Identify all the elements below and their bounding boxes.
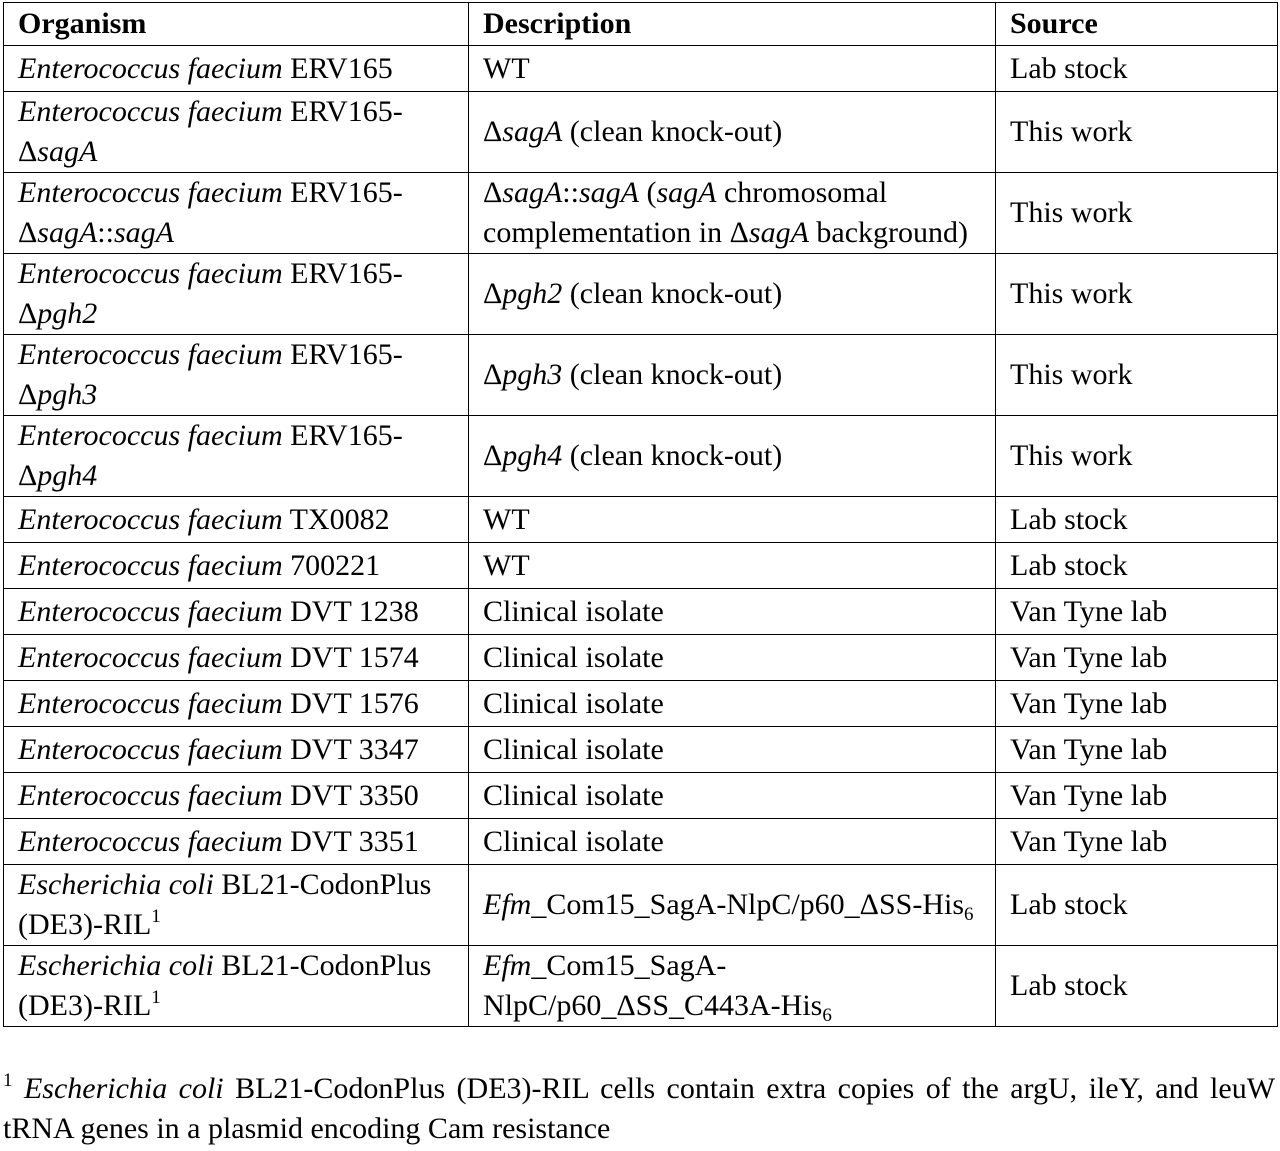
table-row [4, 681, 1278, 727]
description-cell: Clinical isolate [469, 819, 996, 865]
description-cell: WT [469, 46, 996, 92]
organism-cell: Enterococcus faecium DVT 1574 [4, 635, 469, 681]
table-footnote [3, 1069, 1275, 1149]
organism-mutation: Δpgh3 [18, 378, 98, 411]
description-cell: Clinical isolate [469, 773, 996, 819]
organism-mutation: Δpgh4 [18, 459, 98, 492]
organism-cell: Enterococcus faecium DVT 1238 [4, 589, 469, 635]
table-body [4, 46, 1278, 1027]
table-row [4, 497, 1278, 543]
organism-cell: Enterococcus faecium DVT 3347 [4, 727, 469, 773]
table-row [4, 773, 1278, 819]
description-cell: Efm_Com15_SagA-NlpC/p60_ΔSS_C443A-His$_6$ [469, 946, 996, 1027]
strain-table [3, 2, 1278, 1027]
table-row [4, 416, 1278, 497]
organism-cell: Enterococcus faecium TX0082 [4, 497, 469, 543]
table-row [4, 635, 1278, 681]
organism-cell: Enterococcus faecium DVT 3351 [4, 819, 469, 865]
description-cell: Clinical isolate [469, 681, 996, 727]
source-cell: This work [996, 173, 1278, 254]
description-cell: Δpgh3 (clean knock-out) [469, 335, 996, 416]
table-row [4, 335, 1278, 416]
table-row [4, 727, 1278, 773]
source-cell: Van Tyne lab [996, 819, 1278, 865]
organism-cell: Enterococcus faecium ERV165-Δpgh3 [4, 335, 469, 416]
organism-mutation: Δpgh2 [18, 297, 98, 330]
footnote-organism: Escherichia coli [23, 1072, 224, 1105]
source-cell: Lab stock [996, 497, 1278, 543]
description-cell: Clinical isolate [469, 589, 996, 635]
table-row [4, 543, 1278, 589]
description-cell: Efm_Com15_SagA-NlpC/p60_ΔSS-His$_6$ [469, 865, 996, 946]
table-row [4, 92, 1278, 173]
source-cell: This work [996, 416, 1278, 497]
organism-mutation: ΔsagA [18, 135, 98, 168]
table-row [4, 589, 1278, 635]
table-row [4, 819, 1278, 865]
source-cell: Lab stock [996, 46, 1278, 92]
organism-cell: Escherichia coli BL21-CodonPlus (DE3)-RIL$^1$ [4, 946, 469, 1027]
source-cell: Van Tyne lab [996, 589, 1278, 635]
organism-cell: Enterococcus faecium DVT 3350 [4, 773, 469, 819]
header-organism: Organism [4, 3, 469, 46]
source-cell: Van Tyne lab [996, 635, 1278, 681]
header-description: Description [469, 3, 996, 46]
footnote-text: BL21-CodonPlus (DE3)-RIL cells contain extra copies of the argU, ileY, and leuW tRNA genes in a plasmid encoding Cam resistance [3, 1072, 1276, 1145]
organism-cell: Enterococcus faecium ERV165 [4, 46, 469, 92]
organism-cell: Enterococcus faecium ERV165-Δpgh2 [4, 254, 469, 335]
description-cell: WT [469, 543, 996, 589]
organism-cell: Enterococcus faecium ERV165-ΔsagA [4, 92, 469, 173]
table-row [4, 946, 1278, 1027]
description-cell: Clinical isolate [469, 727, 996, 773]
table-row [4, 865, 1278, 946]
source-cell: Lab stock [996, 865, 1278, 946]
table-row [4, 254, 1278, 335]
organism-cell: Enterococcus faecium 700221 [4, 543, 469, 589]
description-cell: Δpgh2 (clean knock-out) [469, 254, 996, 335]
source-cell: Van Tyne lab [996, 727, 1278, 773]
organism-mutation: ΔsagA::sagA [18, 216, 174, 249]
source-cell: Van Tyne lab [996, 773, 1278, 819]
table-row [4, 173, 1278, 254]
description-cell: ΔsagA (clean knock-out) [469, 92, 996, 173]
organism-cell: Escherichia coli BL21-CodonPlus (DE3)-RIL$^1$ [4, 865, 469, 946]
description-cell: WT [469, 497, 996, 543]
source-cell: Van Tyne lab [996, 681, 1278, 727]
organism-cell: Enterococcus faecium DVT 1576 [4, 681, 469, 727]
header-source: Source [996, 3, 1278, 46]
source-cell: This work [996, 92, 1278, 173]
table-row [4, 46, 1278, 92]
table-header-row [4, 3, 1278, 46]
source-cell: This work [996, 335, 1278, 416]
organism-cell: Enterococcus faecium ERV165-Δpgh4 [4, 416, 469, 497]
description-cell: Clinical isolate [469, 635, 996, 681]
organism-cell: Enterococcus faecium ERV165-ΔsagA::sagA [4, 173, 469, 254]
source-cell: Lab stock [996, 946, 1278, 1027]
source-cell: Lab stock [996, 543, 1278, 589]
source-cell: This work [996, 254, 1278, 335]
footnote-marker: 1 [3, 1070, 13, 1091]
description-cell: ΔsagA::sagA (sagA chromosomal complementation in ΔsagA background) [469, 173, 996, 254]
description-cell: Δpgh4 (clean knock-out) [469, 416, 996, 497]
